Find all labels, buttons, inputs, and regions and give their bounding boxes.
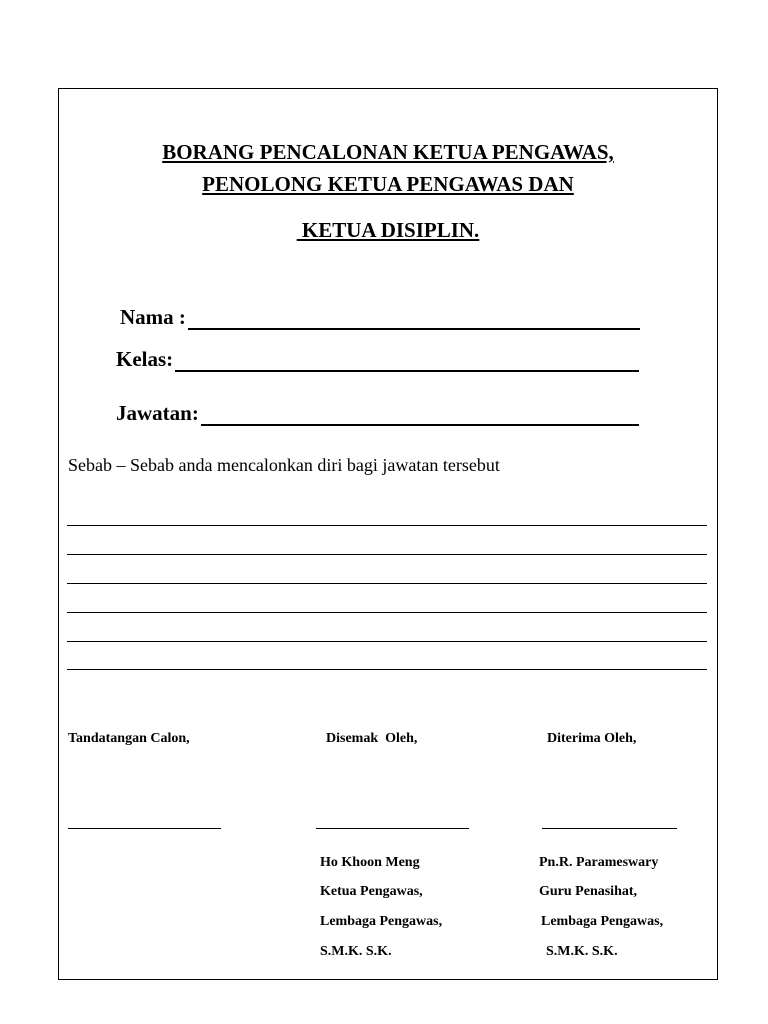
checked-by-school: S.M.K. S.K. bbox=[320, 944, 392, 959]
kelas-label: Kelas: bbox=[116, 347, 174, 371]
form-title-line1: BORANG PENCALONAN KETUA PENGAWAS, bbox=[162, 140, 614, 164]
reason-line-5[interactable] bbox=[67, 641, 707, 642]
nama-field[interactable] bbox=[120, 305, 640, 330]
received-by-label: Diterima Oleh, bbox=[547, 731, 637, 746]
form-title-line3: KETUA DISIPLIN. bbox=[296, 218, 480, 242]
jawatan-input-line[interactable] bbox=[201, 404, 639, 426]
jawatan-field[interactable] bbox=[116, 401, 639, 426]
checked-by-org: Lembaga Pengawas, bbox=[320, 914, 443, 929]
checked-by-label: Disemak Oleh, bbox=[326, 731, 418, 746]
checked-by-signature-line[interactable] bbox=[316, 828, 469, 829]
checked-by-name: Ho Khoon Meng bbox=[320, 855, 420, 870]
received-by-signature-line[interactable] bbox=[542, 828, 677, 829]
kelas-field[interactable] bbox=[116, 347, 639, 372]
reason-label: Sebab – Sebab anda mencalonkan diri bagi jawatan tersebut bbox=[68, 455, 500, 475]
received-by-org: Lembaga Pengawas, bbox=[541, 914, 664, 929]
received-by-position: Guru Penasihat, bbox=[539, 884, 638, 899]
candidate-signature-label: Tandatangan Calon, bbox=[68, 731, 190, 746]
nama-label: Nama : bbox=[120, 305, 186, 329]
kelas-input-line[interactable] bbox=[175, 350, 639, 372]
reason-line-2[interactable] bbox=[67, 554, 707, 555]
reason-line-1[interactable] bbox=[67, 525, 707, 526]
reason-line-4[interactable] bbox=[67, 612, 707, 613]
received-by-name: Pn.R. Parameswary bbox=[539, 855, 659, 870]
received-by-school: S.M.K. S.K. bbox=[546, 944, 618, 959]
checked-by-position: Ketua Pengawas, bbox=[320, 884, 423, 899]
reason-line-3[interactable] bbox=[67, 583, 707, 584]
nama-input-line[interactable] bbox=[188, 308, 640, 330]
jawatan-label: Jawatan: bbox=[116, 401, 199, 425]
form-title-line2: PENOLONG KETUA PENGAWAS DAN bbox=[202, 172, 574, 196]
candidate-signature-line[interactable] bbox=[68, 828, 221, 829]
reason-line-6[interactable] bbox=[67, 669, 707, 670]
